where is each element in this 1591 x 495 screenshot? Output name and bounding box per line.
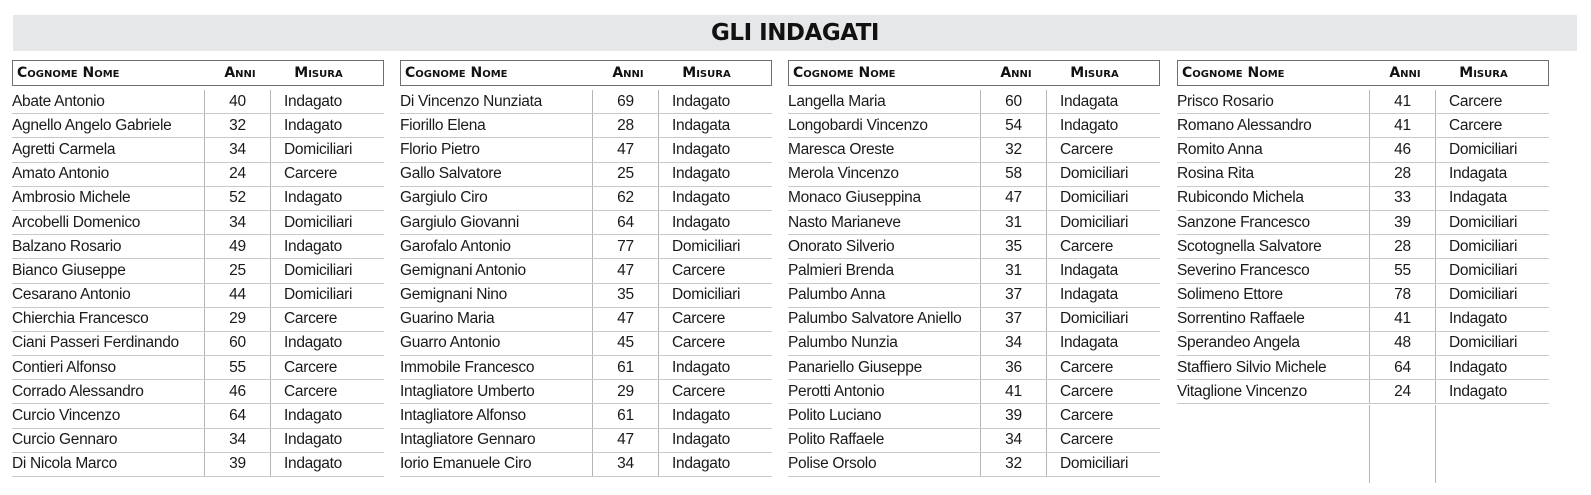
cell-name: Romano Alessandro <box>1177 114 1370 137</box>
cell-anni: 24 <box>205 163 271 186</box>
cell-anni: 52 <box>205 187 271 210</box>
cell-misura: Indagato <box>672 140 730 158</box>
header-misura: Misura <box>294 65 343 81</box>
table-row <box>788 163 1160 187</box>
cell-name: Chierchia Francesco <box>12 308 205 331</box>
cell-name: Amato Antonio <box>12 163 205 186</box>
column-header <box>788 60 1160 86</box>
cell-misura: Domiciliari <box>1060 213 1129 231</box>
table-row <box>400 187 772 211</box>
cell-name: Di Nicola Marco <box>12 453 205 476</box>
cell-name: Palmieri Brenda <box>788 259 981 282</box>
table-row <box>788 453 1160 477</box>
header-cognome-nome: Cognome Nome <box>17 65 120 81</box>
cell-anni: 39 <box>205 453 271 476</box>
cell-name: Cesarano Antonio <box>12 284 205 307</box>
cell-anni: 34 <box>205 138 271 161</box>
cell-anni: 29 <box>205 308 271 331</box>
cell-anni: 39 <box>1370 211 1436 234</box>
cell-name: Ambrosio Michele <box>12 187 205 210</box>
cell-anni: 39 <box>981 404 1047 427</box>
cell-misura: Carcere <box>284 310 338 328</box>
cell-misura: Domiciliari <box>1060 189 1129 207</box>
cell-anni: 35 <box>981 235 1047 258</box>
cell-name: Perotti Antonio <box>788 380 981 403</box>
cell-name: Polito Raffaele <box>788 429 981 452</box>
cell-anni: 35 <box>593 284 659 307</box>
cell-name: Intagliatore Gennaro <box>400 429 593 452</box>
cell-misura: Indagato <box>284 431 342 449</box>
cell-anni: 44 <box>205 284 271 307</box>
cell-anni: 34 <box>981 429 1047 452</box>
cell-name: Florio Pietro <box>400 138 593 161</box>
table-row <box>788 138 1160 162</box>
cell-name: Severino Francesco <box>1177 259 1370 282</box>
cell-anni: 47 <box>593 429 659 452</box>
cell-name: Gargiulo Ciro <box>400 187 593 210</box>
cell-misura: Carcere <box>1060 431 1114 449</box>
cell-misura: Carcere <box>284 382 338 400</box>
cell-anni: 25 <box>593 163 659 186</box>
cell-misura: Indagato <box>284 455 342 473</box>
title-bar <box>13 15 1577 51</box>
cell-name: Guarro Antonio <box>400 332 593 355</box>
table-row <box>788 90 1160 114</box>
cell-name: Palumbo Nunzia <box>788 332 981 355</box>
cell-misura: Indagato <box>284 237 342 255</box>
table-row <box>12 163 384 187</box>
table-row <box>788 429 1160 453</box>
header-misura: Misura <box>1459 65 1508 81</box>
cell-name: Rosina Rita <box>1177 163 1370 186</box>
table-body <box>788 90 1160 477</box>
cell-anni: 45 <box>593 332 659 355</box>
cell-name: Agnello Angelo Gabriele <box>12 114 205 137</box>
cell-misura: Domiciliari <box>284 140 353 158</box>
table-row <box>12 235 384 259</box>
column-header <box>400 60 772 86</box>
cell-misura: Indagato <box>672 92 730 110</box>
table-row <box>400 284 772 308</box>
cell-anni: 64 <box>205 404 271 427</box>
cell-anni: 31 <box>981 259 1047 282</box>
header-anni: Anni <box>1389 65 1421 81</box>
cell-anni: 28 <box>593 114 659 137</box>
cell-name: Vitaglione Vincenzo <box>1177 380 1370 403</box>
cell-misura: Indagato <box>672 213 730 231</box>
cell-anni: 33 <box>1370 187 1436 210</box>
cell-misura: Indagato <box>672 455 730 473</box>
cell-name: Arcobelli Domenico <box>12 211 205 234</box>
cell-anni: 41 <box>1370 308 1436 331</box>
cell-name: Gemignani Nino <box>400 284 593 307</box>
cell-name: Iorio Emanuele Ciro <box>400 453 593 476</box>
cell-anni: 31 <box>981 211 1047 234</box>
cell-anni: 34 <box>205 211 271 234</box>
cell-anni: 24 <box>1370 380 1436 403</box>
cell-anni: 47 <box>593 259 659 282</box>
cell-name: Curcio Vincenzo <box>12 404 205 427</box>
cell-misura: Indagato <box>672 189 730 207</box>
table-row <box>12 114 384 138</box>
cell-misura: Carcere <box>1060 407 1114 425</box>
cell-misura: Indagato <box>672 431 730 449</box>
cell-name: Polito Luciano <box>788 404 981 427</box>
table-row <box>12 308 384 332</box>
cell-misura: Domiciliari <box>1449 213 1518 231</box>
cell-name: Corrado Alessandro <box>12 380 205 403</box>
cell-name: Panariello Giuseppe <box>788 356 981 379</box>
cell-anni: 32 <box>205 114 271 137</box>
column-divider <box>1369 405 1370 484</box>
table-row <box>12 404 384 428</box>
cell-misura: Domiciliari <box>1449 286 1518 304</box>
cell-misura: Indagato <box>1449 382 1507 400</box>
cell-misura: Indagato <box>672 358 730 376</box>
cell-misura: Carcere <box>1060 382 1114 400</box>
header-cognome-nome: Cognome Nome <box>405 65 508 81</box>
cell-anni: 36 <box>981 356 1047 379</box>
header-anni: Anni <box>612 65 644 81</box>
cell-name: Merola Vincenzo <box>788 163 981 186</box>
cell-anni: 40 <box>205 90 271 113</box>
table-row <box>788 356 1160 380</box>
table-row <box>788 308 1160 332</box>
table-row <box>400 453 772 477</box>
table-row <box>1177 308 1549 332</box>
cell-anni: 41 <box>1370 90 1436 113</box>
cell-misura: Domiciliari <box>1449 237 1518 255</box>
cell-misura: Domiciliari <box>1060 165 1129 183</box>
header-misura: Misura <box>1070 65 1119 81</box>
cell-misura: Indagato <box>1449 310 1507 328</box>
table-row <box>788 332 1160 356</box>
cell-misura: Domiciliari <box>284 213 353 231</box>
cell-misura: Indagato <box>284 189 342 207</box>
cell-misura: Domiciliari <box>1449 261 1518 279</box>
column-header <box>12 60 384 86</box>
table-row <box>788 380 1160 404</box>
table-row <box>1177 235 1549 259</box>
cell-misura: Carcere <box>284 358 338 376</box>
cell-anni: 41 <box>981 380 1047 403</box>
table-row <box>1177 211 1549 235</box>
cell-misura: Carcere <box>284 165 338 183</box>
table-row <box>788 404 1160 428</box>
cell-anni: 37 <box>981 284 1047 307</box>
cell-anni: 32 <box>981 138 1047 161</box>
cell-anni: 34 <box>593 453 659 476</box>
cell-misura: Domiciliari <box>284 261 353 279</box>
cell-misura: Indagata <box>1060 92 1118 110</box>
cell-name: Bianco Giuseppe <box>12 259 205 282</box>
cell-name: Sanzone Francesco <box>1177 211 1370 234</box>
cell-anni: 55 <box>1370 259 1436 282</box>
column-header <box>1177 60 1549 86</box>
cell-name: Staffiero Silvio Michele <box>1177 356 1370 379</box>
cell-anni: 46 <box>1370 138 1436 161</box>
cell-name: Contieri Alfonso <box>12 356 205 379</box>
cell-anni: 58 <box>981 163 1047 186</box>
header-cognome-nome: Cognome Nome <box>1182 65 1285 81</box>
cell-anni: 55 <box>205 356 271 379</box>
cell-anni: 69 <box>593 90 659 113</box>
table-row <box>1177 138 1549 162</box>
table-row <box>1177 187 1549 211</box>
cell-misura: Carcere <box>672 334 726 352</box>
cell-misura: Indagato <box>1060 116 1118 134</box>
cell-name: Onorato Silverio <box>788 235 981 258</box>
cell-misura: Carcere <box>1060 358 1114 376</box>
cell-anni: 54 <box>981 114 1047 137</box>
cell-name: Gallo Salvatore <box>400 163 593 186</box>
table-row <box>400 90 772 114</box>
cell-misura: Domiciliari <box>1060 455 1129 473</box>
table-body <box>400 90 772 477</box>
cell-misura: Domiciliari <box>1449 140 1518 158</box>
cell-name: Polise Orsolo <box>788 453 981 476</box>
cell-name: Agretti Carmela <box>12 138 205 161</box>
cell-misura: Indagata <box>1060 261 1118 279</box>
cell-anni: 64 <box>593 211 659 234</box>
cell-misura: Carcere <box>672 261 726 279</box>
cell-name: Balzano Rosario <box>12 235 205 258</box>
table-column-2 <box>400 60 772 477</box>
cell-name: Nasto Marianeve <box>788 211 981 234</box>
cell-name: Rubicondo Michela <box>1177 187 1370 210</box>
table-row <box>12 380 384 404</box>
header-anni: Anni <box>1000 65 1032 81</box>
cell-anni: 61 <box>593 356 659 379</box>
cell-misura: Domiciliari <box>672 237 741 255</box>
table-row <box>1177 380 1549 404</box>
table-row <box>12 138 384 162</box>
table-body <box>12 90 384 477</box>
cell-name: Guarino Maria <box>400 308 593 331</box>
cell-name: Longobardi Vincenzo <box>788 114 981 137</box>
header-cognome-nome: Cognome Nome <box>793 65 896 81</box>
table-row <box>788 114 1160 138</box>
table-row <box>12 90 384 114</box>
table-row <box>400 114 772 138</box>
cell-anni: 62 <box>593 187 659 210</box>
header-misura: Misura <box>682 65 731 81</box>
table-body <box>1177 90 1549 404</box>
cell-anni: 48 <box>1370 332 1436 355</box>
cell-name: Curcio Gennaro <box>12 429 205 452</box>
table-row <box>12 332 384 356</box>
cell-name: Intagliatore Umberto <box>400 380 593 403</box>
cell-anni: 28 <box>1370 235 1436 258</box>
table-row <box>400 211 772 235</box>
cell-anni: 46 <box>205 380 271 403</box>
cell-name: Romito Anna <box>1177 138 1370 161</box>
cell-anni: 28 <box>1370 163 1436 186</box>
cell-name: Scotognella Salvatore <box>1177 235 1370 258</box>
cell-name: Abate Antonio <box>12 90 205 113</box>
table-row <box>788 259 1160 283</box>
cell-anni: 37 <box>981 308 1047 331</box>
cell-anni: 34 <box>205 429 271 452</box>
table-row <box>400 429 772 453</box>
cell-anni: 61 <box>593 404 659 427</box>
cell-misura: Domiciliari <box>284 286 353 304</box>
cell-misura: Indagata <box>1060 334 1118 352</box>
table-row <box>400 138 772 162</box>
cell-misura: Carcere <box>672 382 726 400</box>
table-row <box>1177 114 1549 138</box>
cell-anni: 34 <box>981 332 1047 355</box>
cell-anni: 78 <box>1370 284 1436 307</box>
table-row <box>788 235 1160 259</box>
cell-name: Intagliatore Alfonso <box>400 404 593 427</box>
table-row <box>1177 259 1549 283</box>
cell-misura: Domiciliari <box>672 286 741 304</box>
table-row <box>1177 284 1549 308</box>
table-row <box>400 235 772 259</box>
cell-misura: Carcere <box>1449 92 1503 110</box>
table-row <box>12 259 384 283</box>
table-row <box>400 380 772 404</box>
cell-misura: Indagata <box>672 116 730 134</box>
cell-name: Palumbo Salvatore Aniello <box>788 308 981 331</box>
cell-anni: 77 <box>593 235 659 258</box>
table-row <box>12 356 384 380</box>
page-title: GLI INDAGATI <box>711 20 879 46</box>
cell-name: Fiorillo Elena <box>400 114 593 137</box>
cell-misura: Carcere <box>1060 237 1114 255</box>
table-row <box>400 163 772 187</box>
table-column-4 <box>1177 60 1549 404</box>
cell-anni: 64 <box>1370 356 1436 379</box>
cell-name: Di Vincenzo Nunziata <box>400 90 593 113</box>
table-row <box>12 284 384 308</box>
cell-misura: Indagata <box>1060 286 1118 304</box>
cell-misura: Indagata <box>1449 189 1507 207</box>
table-row <box>1177 90 1549 114</box>
cell-misura: Indagata <box>1449 165 1507 183</box>
cell-anni: 41 <box>1370 114 1436 137</box>
cell-misura: Indagato <box>284 407 342 425</box>
cell-anni: 29 <box>593 380 659 403</box>
column-divider <box>1435 405 1436 484</box>
cell-name: Gemignani Antonio <box>400 259 593 282</box>
cell-name: Prisco Rosario <box>1177 90 1370 113</box>
cell-misura: Carcere <box>1449 116 1503 134</box>
table-row <box>12 211 384 235</box>
table-row <box>400 404 772 428</box>
table-row <box>12 453 384 477</box>
table-row <box>400 308 772 332</box>
cell-name: Palumbo Anna <box>788 284 981 307</box>
header-anni: Anni <box>224 65 256 81</box>
table-column-1 <box>12 60 384 477</box>
cell-name: Ciani Passeri Ferdinando <box>12 332 205 355</box>
cell-misura: Carcere <box>672 310 726 328</box>
table-row <box>788 284 1160 308</box>
table-row <box>1177 163 1549 187</box>
cell-misura: Indagato <box>284 334 342 352</box>
cell-anni: 60 <box>205 332 271 355</box>
cell-misura: Indagato <box>672 165 730 183</box>
table-row <box>12 429 384 453</box>
cell-name: Maresca Oreste <box>788 138 981 161</box>
table-row <box>400 356 772 380</box>
table-row <box>400 332 772 356</box>
cell-misura: Indagato <box>284 92 342 110</box>
table-row <box>400 259 772 283</box>
cell-misura: Indagato <box>284 116 342 134</box>
cell-name: Monaco Giuseppina <box>788 187 981 210</box>
cell-anni: 47 <box>981 187 1047 210</box>
table-column-3 <box>788 60 1160 477</box>
cell-name: Sperandeo Angela <box>1177 332 1370 355</box>
cell-misura: Indagato <box>672 407 730 425</box>
cell-anni: 60 <box>981 90 1047 113</box>
cell-anni: 32 <box>981 453 1047 476</box>
table-row <box>1177 356 1549 380</box>
cell-name: Sorrentino Raffaele <box>1177 308 1370 331</box>
cell-name: Garofalo Antonio <box>400 235 593 258</box>
table-row <box>788 187 1160 211</box>
cell-misura: Indagato <box>1449 358 1507 376</box>
cell-name: Solimeno Ettore <box>1177 284 1370 307</box>
cell-anni: 25 <box>205 259 271 282</box>
table-row <box>788 211 1160 235</box>
cell-name: Langella Maria <box>788 90 981 113</box>
cell-name: Immobile Francesco <box>400 356 593 379</box>
cell-anni: 49 <box>205 235 271 258</box>
table-row <box>1177 332 1549 356</box>
cell-anni: 47 <box>593 308 659 331</box>
cell-misura: Carcere <box>1060 140 1114 158</box>
cell-misura: Domiciliari <box>1449 334 1518 352</box>
table-row <box>12 187 384 211</box>
cell-misura: Domiciliari <box>1060 310 1129 328</box>
cell-anni: 47 <box>593 138 659 161</box>
cell-name: Gargiulo Giovanni <box>400 211 593 234</box>
